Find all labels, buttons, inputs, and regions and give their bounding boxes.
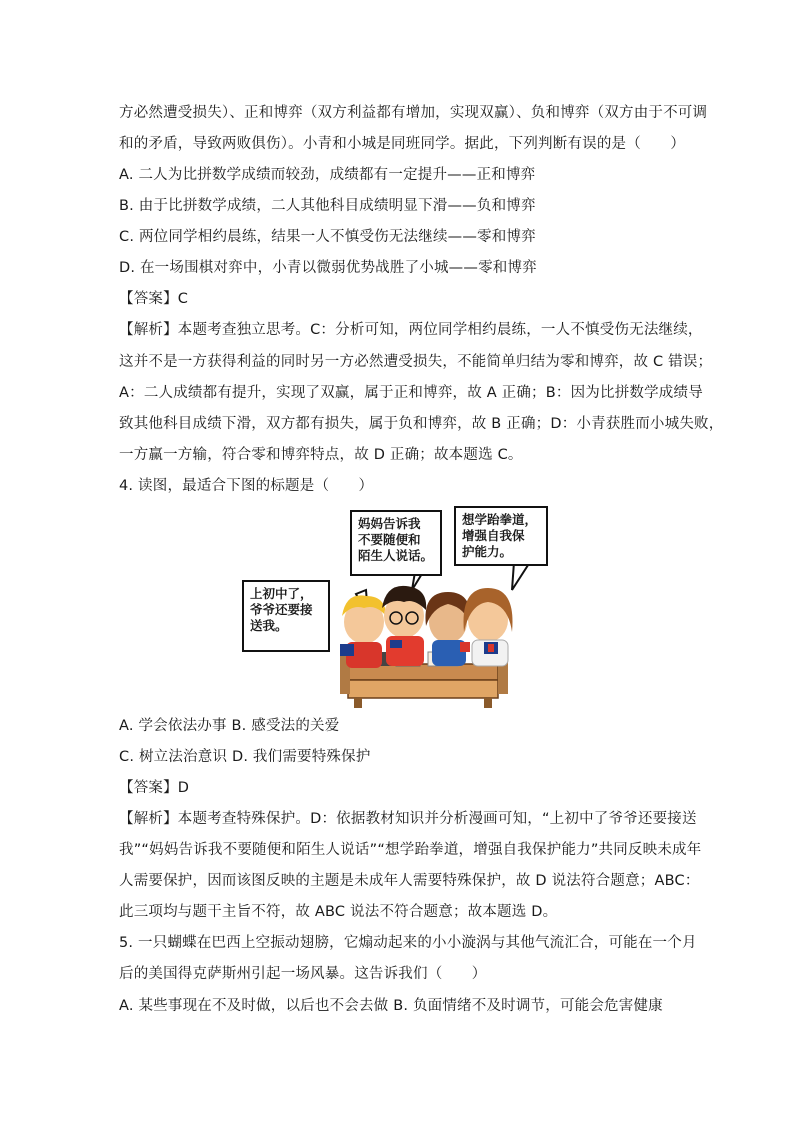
q4-cartoon-illustration xyxy=(236,504,560,710)
q3-analysis-line-5: 一方赢一方输，符合零和博弈特点，故 D 正确；故本题选 C。 xyxy=(119,447,523,463)
q5-stem-line-2: 后的美国得克萨斯州引起一场风暴。这告诉我们（ ） xyxy=(119,966,487,982)
q4-analysis-line-2: 我”“妈妈告诉我不要随便和陌生人说话”“想学跆拳道，增强自我保护能力”共同反映未成年 xyxy=(119,842,702,858)
q3-answer: 【答案】C xyxy=(119,291,189,307)
q4-options-a-b: A. 学会依法办事 B. 感受法的关爱 xyxy=(119,718,340,734)
q3-analysis-line-3: A：二人成绩都有提升，实现了双赢，属于正和博弈，故 A 正确；B：因为比拼数学成绩导 xyxy=(119,385,703,401)
q3-option-d: D. 在一场围棋对弈中，小青以微弱优势战胜了小城——零和博弈 xyxy=(119,260,537,276)
q4-analysis-line-4: 此三项均与题干主旨不符，故 ABC 说法不符合题意；故本题选 D。 xyxy=(119,904,558,920)
q3-option-c: C. 两位同学相约晨练，结果一人不慎受伤无法继续——零和博弈 xyxy=(119,229,536,245)
q4-options-c-d: C. 树立法治意识 D. 我们需要特殊保护 xyxy=(119,749,371,765)
speech-bubble-taekwondo: 想学跆拳道， 增强自我保 护能力。 xyxy=(454,506,548,566)
q3-option-a: A. 二人为比拼数学成绩而较劲，成绩都有一定提升——正和博弈 xyxy=(119,167,536,183)
q4-analysis-line-1: 【解析】本题考查特殊保护。D：依据教材知识并分析漫画可知，“上初中了爷爷还要接送 xyxy=(119,811,697,827)
speech-bubble-grandpa: 上初中了， 爷爷还要接 送我。 xyxy=(242,580,330,652)
q3-analysis-line-4: 致其他科目成绩下滑，双方都有损失，属于负和博弈，故 B 正确；D：小青获胜而小城失败， xyxy=(119,416,724,432)
q3-analysis-line-1: 【解析】本题考查独立思考。C：分析可知，两位同学相约晨练，一人不慎受伤无法继续， xyxy=(119,322,703,338)
q3-stem-continued-1: 方必然遭受损失）、正和博弈（双方利益都有增加，实现双赢）、负和博弈（双方由于不可调 xyxy=(119,105,708,121)
q3-stem-continued-2: 和的矛盾，导致两败俱伤）。小青和小城是同班同学。据此，下列判断有误的是（ ） xyxy=(119,136,686,152)
q3-option-b: B. 由于比拼数学成绩，二人其他科目成绩明显下滑——负和博弈 xyxy=(119,198,536,214)
q3-analysis-line-2: 这并不是一方获得利益的同时另一方必然遭受损失，不能简单归结为零和博弈，故 C 错误； xyxy=(119,354,713,370)
speech-bubble-mother: 妈妈告诉我 不要随便和 陌生人说话。 xyxy=(350,510,442,576)
q5-stem-line-1: 5. 一只蝴蝶在巴西上空振动翅膀，它煽动起来的小小漩涡与其他气流汇合，可能在一个月 xyxy=(119,935,697,951)
q4-analysis-line-3: 人需要保护，因而该图反映的主题是未成年人需要特殊保护，故 D 说法符合题意；ABC： xyxy=(119,873,700,889)
q5-options-a-b: A. 某些事现在不及时做，以后也不会去做 B. 负面情绪不及时调节，可能会危害健康 xyxy=(119,998,663,1014)
q4-stem: 4. 读图，最适合下图的标题是（ ） xyxy=(119,478,374,494)
q4-answer: 【答案】D xyxy=(119,780,190,796)
